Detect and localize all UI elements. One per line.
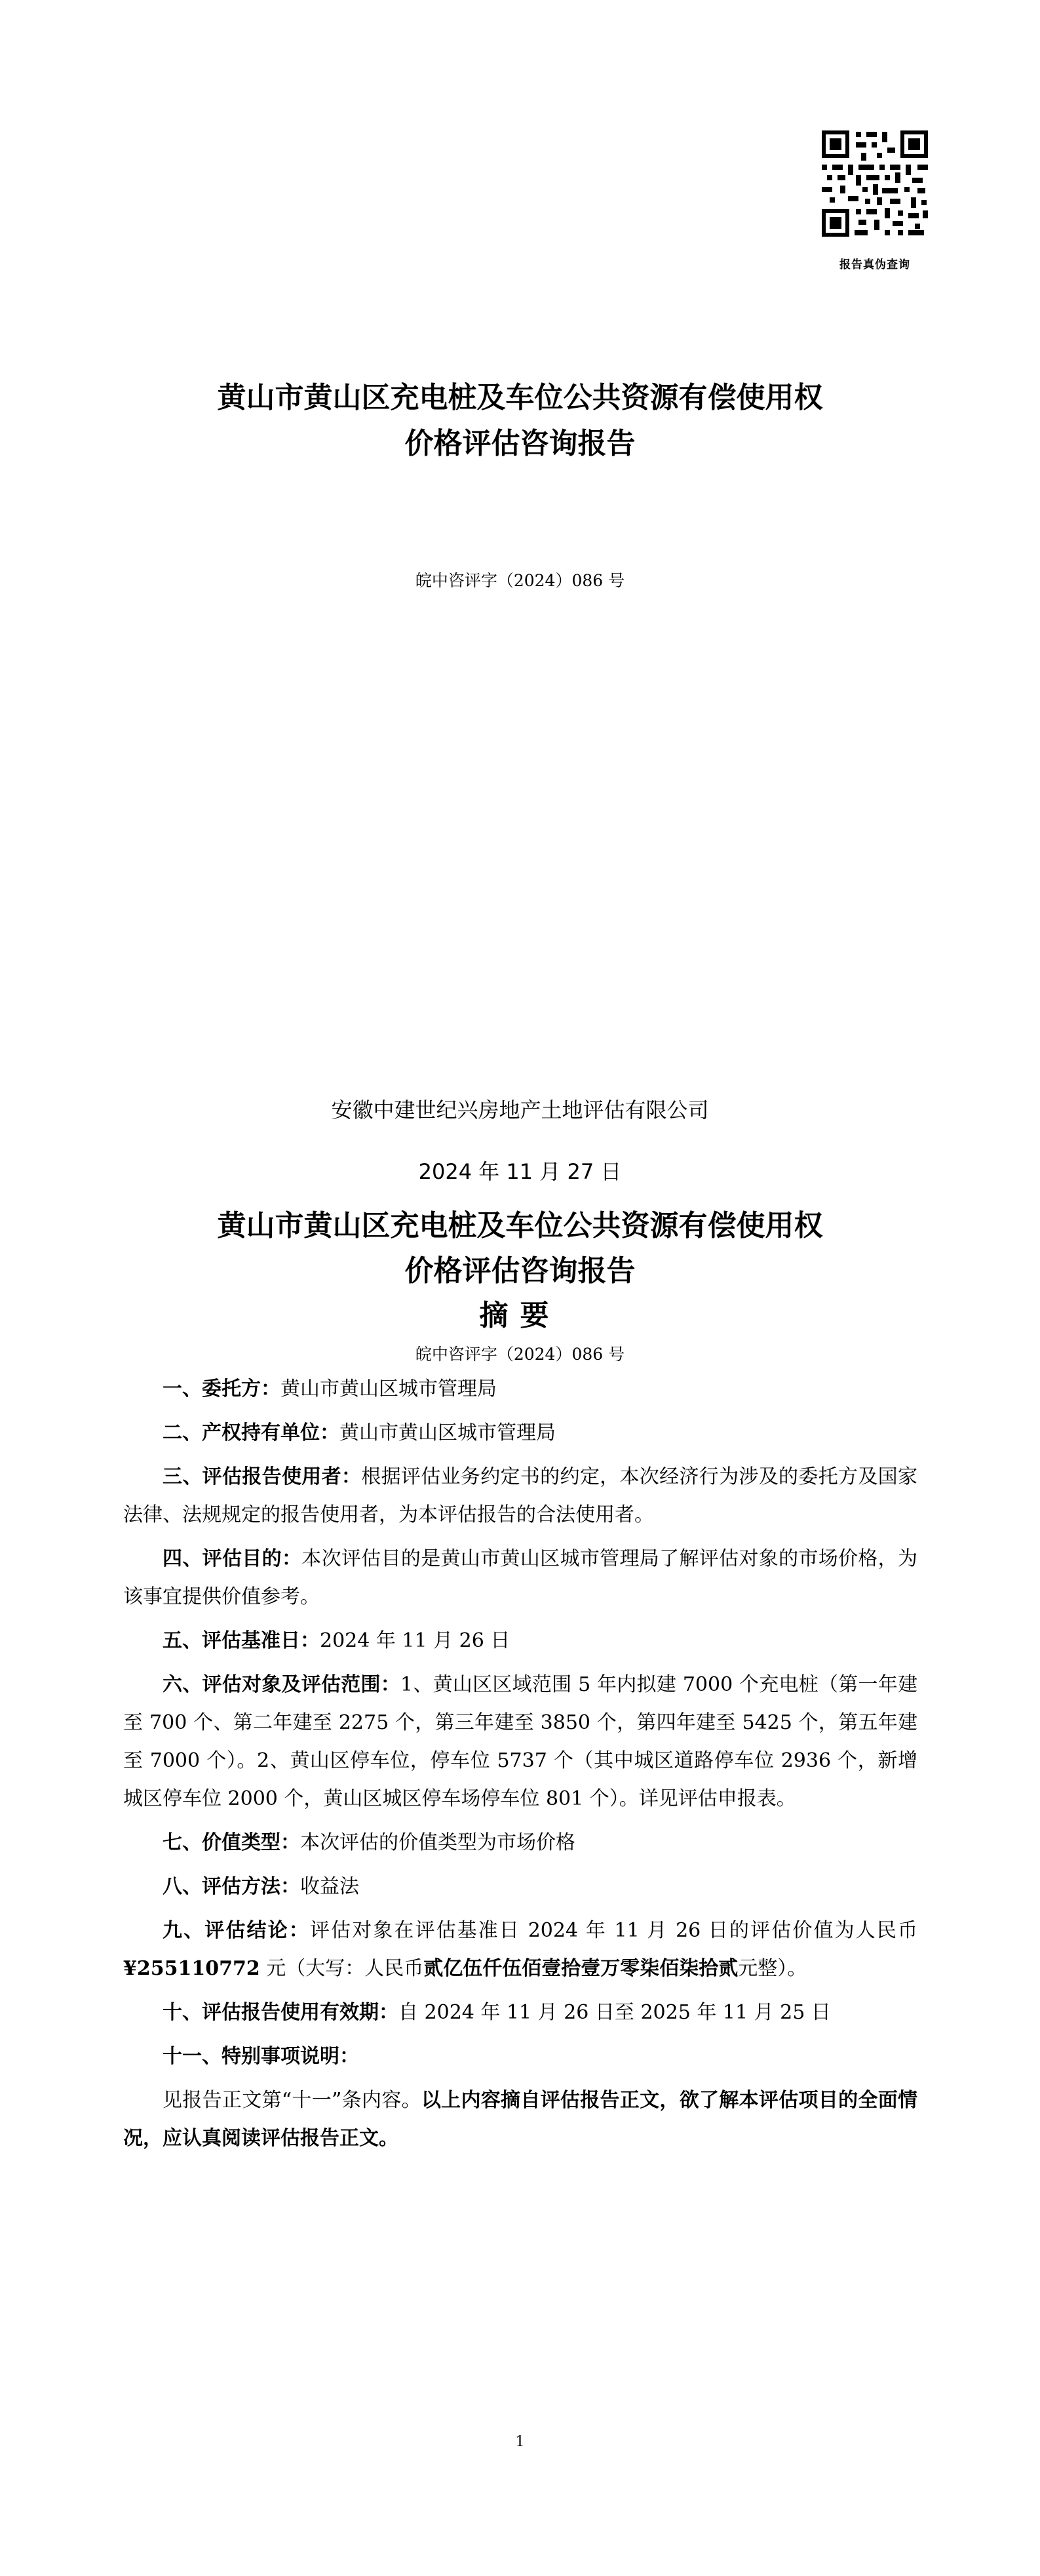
item-label: 七、价值类型： <box>163 1831 300 1854</box>
item-client <box>123 1370 917 1408</box>
item-text: 2024 年 11 月 26 日 <box>320 1629 510 1652</box>
item-special <box>123 2038 917 2076</box>
item-label: 一、委托方： <box>163 1377 280 1400</box>
item-text: 自 2024 年 11 月 26 日至 2025 年 11 月 25 日 <box>398 2001 831 2024</box>
item-label: 六、评估对象及评估范围： <box>163 1673 401 1696</box>
item-label: 三、评估报告使用者： <box>163 1465 362 1488</box>
cover-document-number: 皖中咨评字（2024）086 号 <box>415 571 625 590</box>
item-text: 黄山市黄山区城市管理局 <box>280 1377 497 1400</box>
item-text: 1、黄山区区域范围 5 年内拟建 7000 个充电桩（第一年建至 700 个、第二年建至 2275 个，第三年建至 3850 个，第四年建至 5425 个，第五年建至 7000 个）。2、黄山区停车位，停车位 5737 个（其中城区道路停车位 2936 个，新增城区停车位 2000 个，黄山区城区停车场停车位 801 个）。详见评估申报表。 <box>123 1673 917 1810</box>
item-label: 四、评估目的： <box>163 1547 302 1570</box>
item-text: 本次评估目的是黄山市黄山区城市管理局了解评估对象的市场价格，为该事宜提供价值参考。 <box>123 1547 918 1608</box>
abstract-heading: 摘要 <box>479 1299 561 1332</box>
item-method <box>123 1868 917 1906</box>
item-text: 黄山市黄山区城市管理局 <box>339 1421 556 1444</box>
item-label: 十一、特别事项说明： <box>163 2045 359 2068</box>
qr-verification <box>816 128 934 271</box>
item-text: 根据评估业务约定书的约定，本次经济行为涉及的委托方及国家法律、法规规定的报告使用者，为本评估报告的合法使用者。 <box>123 1465 918 1526</box>
closing-bold-text: 以上内容摘自评估报告正文，欲了解本评估项目的全面情况，应认真阅读评估报告正文。 <box>123 2089 917 2150</box>
item-owner <box>123 1414 917 1452</box>
item-base-date <box>123 1622 917 1660</box>
conclusion-text-after: 元整）。 <box>738 1957 807 1980</box>
conclusion-amount: ¥255110772 <box>123 1957 260 1980</box>
summary-title-line-1: 黄山市黄山区充电桩及车位公共资源有偿使用权 <box>217 1209 823 1242</box>
item-text: 本次评估的价值类型为市场价格 <box>300 1831 575 1854</box>
item-label: 二、产权持有单位： <box>163 1421 339 1444</box>
cover-title-line-2: 价格评估咨询报告 <box>404 427 636 460</box>
company-name: 安徽中建世纪兴房地产土地评估有限公司 <box>331 1098 709 1122</box>
item-purpose <box>123 1540 917 1616</box>
report-date: 2024 年 11 月 27 日 <box>418 1159 622 1184</box>
conclusion-text-middle: 元（大写：人民币 <box>260 1957 424 1980</box>
item-label: 八、评估方法： <box>163 1875 300 1898</box>
item-label: 九、评估结论： <box>163 1919 310 1942</box>
item-label: 十、评估报告使用有效期： <box>163 2001 398 2024</box>
closing-text: 见报告正文第“十一”条内容。 <box>163 2089 421 2112</box>
cover-title-line-1: 黄山市黄山区充电桩及车位公共资源有偿使用权 <box>217 381 823 414</box>
item-label: 五、评估基准日： <box>163 1629 320 1652</box>
summary-title-line-2: 价格评估咨询报告 <box>404 1254 636 1288</box>
summary-document-number: 皖中咨评字（2024）086 号 <box>415 1345 625 1364</box>
item-conclusion <box>123 1912 917 1988</box>
summary-body <box>123 1370 917 2158</box>
item-text: 收益法 <box>300 1875 359 1898</box>
item-users <box>123 1458 917 1534</box>
item-value-type <box>123 1824 917 1862</box>
item-validity <box>123 1994 917 2032</box>
conclusion-amount-words: 贰亿伍仟伍佰壹拾壹万零柒佰柒拾贰 <box>423 1957 739 1980</box>
page-number: 1 <box>515 2434 525 2450</box>
qr-code-icon[interactable] <box>819 128 931 239</box>
item-closing <box>123 2082 917 2158</box>
qr-caption: 报告真伪查询 <box>839 258 910 271</box>
conclusion-text-before: 评估对象在评估基准日 2024 年 11 月 26 日的评估价值为人民币 <box>309 1919 917 1942</box>
item-scope <box>123 1666 917 1818</box>
